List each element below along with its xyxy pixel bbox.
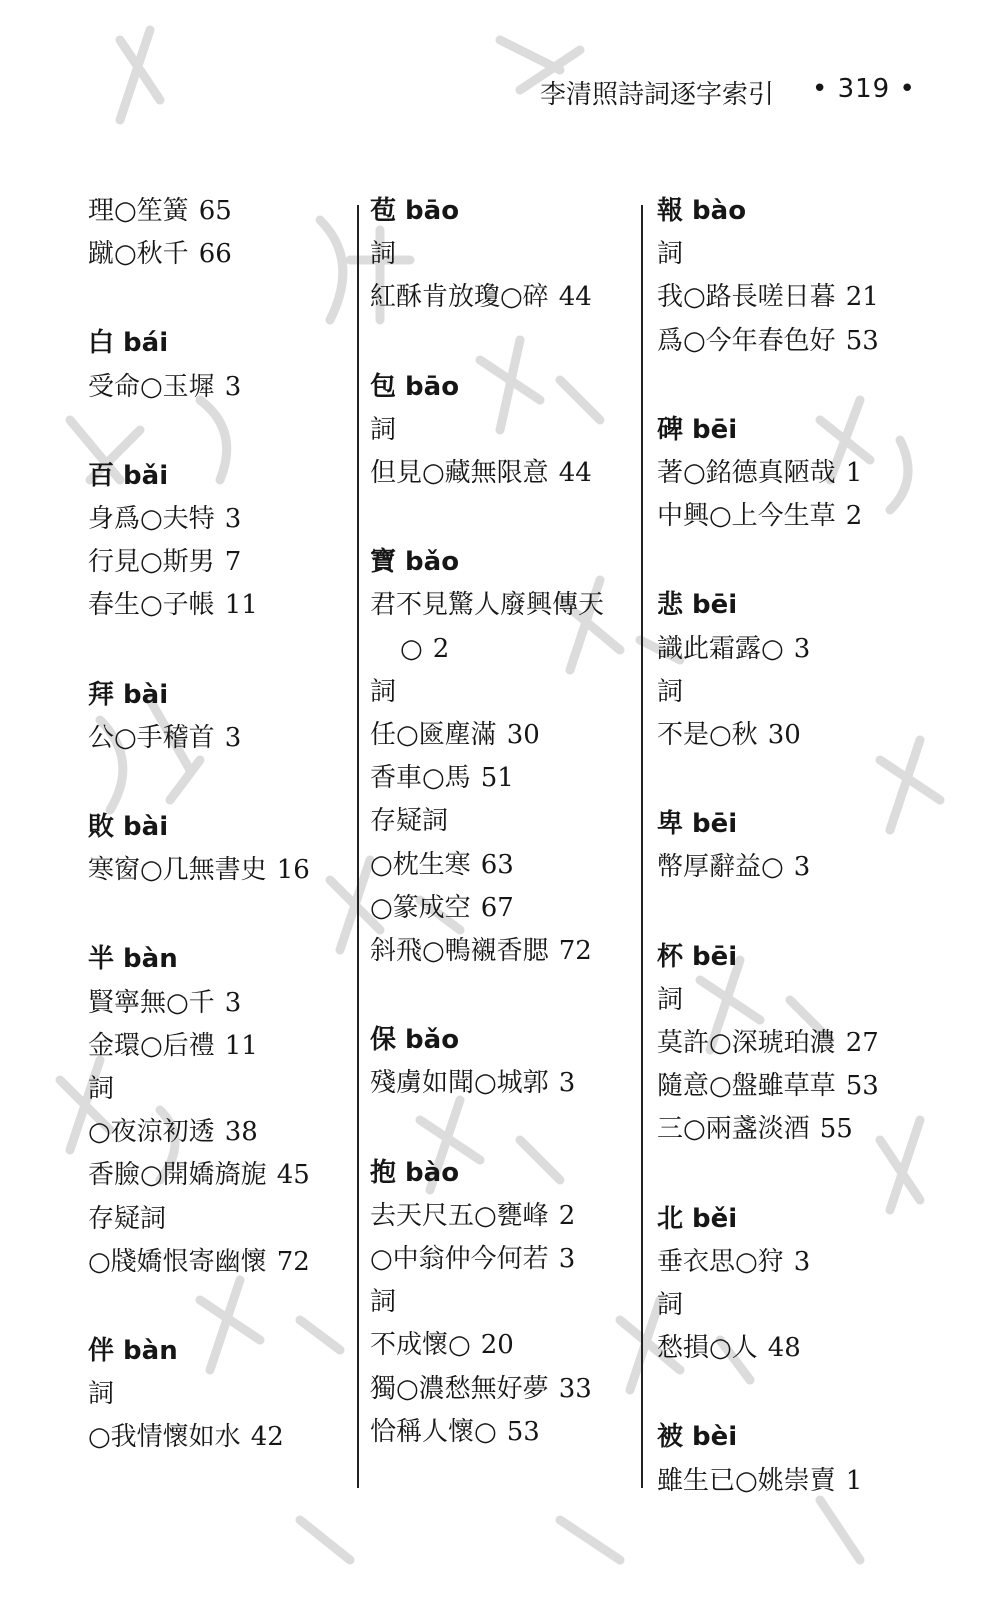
page-reference: 3 [224, 987, 242, 1018]
page-reference: 1 [845, 458, 863, 488]
entry-text: 詞 [370, 239, 397, 270]
entry-text: ○ [400, 633, 423, 664]
index-entry [88, 503, 241, 535]
page-reference: 3 [793, 633, 811, 664]
entry-text: ○枕生寒 [370, 849, 471, 880]
page-reference: 3 [793, 852, 811, 883]
entry-text: 任○匳塵滿 [370, 720, 497, 750]
entry-text: 獨○濃愁無好夢 [370, 1373, 549, 1404]
entry-text: 愁損○人 [657, 1333, 758, 1364]
entry-text: 殘虜如聞○城郭 [370, 1068, 549, 1099]
index-entry [370, 892, 514, 924]
index-entry [88, 371, 241, 403]
column-divider [641, 205, 643, 1488]
page-reference: 27 [845, 1028, 879, 1058]
index-entry [370, 457, 592, 489]
entry-text: 雖生已○姚崇賣 [657, 1465, 836, 1496]
index-entry [657, 1113, 853, 1145]
entry-text: 中興○上今生草 [657, 501, 836, 532]
entry-text: 賢寧無○千 [88, 987, 215, 1018]
entry-text: 紅酥肯放瓊○碎 [370, 282, 549, 313]
entry-text: ○中翁仲今何若 [370, 1244, 549, 1274]
entry-text: 身爲○夫特 [88, 504, 215, 534]
page-reference: 51 [480, 763, 514, 794]
entry-text: 金環○后禮 [88, 1030, 215, 1061]
index-entry [88, 195, 232, 227]
headword [657, 589, 737, 621]
index-entry [370, 849, 514, 881]
index-entry [657, 281, 879, 313]
entry-text: 詞 [88, 1379, 115, 1410]
headword [657, 414, 737, 446]
page-reference: 3 [224, 371, 242, 402]
page-reference: 16 [276, 855, 310, 886]
page-reference: 38 [224, 1117, 258, 1148]
headword-text: 包 bāo [370, 371, 460, 402]
page-reference: 20 [480, 1330, 514, 1361]
index-entry [88, 1246, 310, 1278]
headword-text: 百 bǎi [88, 460, 169, 491]
section-label [657, 238, 683, 270]
headword-text: 寶 bǎo [370, 547, 460, 578]
entry-text: 詞 [370, 676, 397, 707]
page-reference: 53 [845, 1071, 879, 1102]
index-entry [370, 1067, 575, 1099]
headword-text: 保 bǎo [370, 1025, 460, 1056]
entry-text: 隨意○盤雖草草 [657, 1071, 836, 1102]
index-entry [400, 633, 449, 665]
index-entry [370, 1416, 540, 1448]
page-reference: 2 [432, 633, 450, 664]
page-reference: 1 [845, 1465, 863, 1496]
headword-text: 敗 bài [88, 812, 169, 842]
headword [657, 195, 746, 227]
entry-text: 三○兩盞淡酒 [657, 1114, 810, 1145]
index-entry [657, 1027, 879, 1059]
page-reference: 63 [480, 849, 514, 880]
page-reference: 44 [558, 458, 592, 488]
page-number: • 319 • [812, 74, 916, 104]
section-label [88, 1073, 114, 1105]
index-entry [88, 238, 232, 270]
headword [88, 943, 178, 975]
index-entry [88, 1030, 258, 1062]
page-reference: 3 [224, 722, 242, 753]
entry-text: 著○銘德真陋哉 [657, 458, 836, 488]
section-label [370, 238, 396, 270]
headword-text: 碑 bēi [657, 414, 738, 445]
index-entry [370, 762, 514, 794]
headword [370, 195, 459, 227]
section-label [88, 1378, 114, 1410]
page-reference: 2 [558, 1200, 576, 1231]
headword-text: 抱 bào [370, 1157, 460, 1188]
entry-text: 詞 [657, 984, 684, 1015]
entry-text: 詞 [370, 1287, 397, 1318]
page-reference: 65 [198, 196, 232, 226]
headword-text: 苞 bāo [370, 196, 460, 226]
headword-text: 半 bàn [88, 944, 178, 975]
index-entry [657, 851, 810, 883]
index-entry [370, 1329, 514, 1361]
entry-text: 爲○今年春色好 [657, 325, 836, 356]
page-reference: 11 [224, 590, 258, 621]
page-reference: 53 [845, 325, 879, 356]
page-reference: 67 [480, 892, 514, 923]
headword [88, 460, 168, 492]
page-reference: 72 [558, 936, 592, 966]
entry-text: 去天尺五○甕峰 [370, 1200, 549, 1231]
headword [88, 1335, 178, 1367]
index-entry [370, 935, 592, 967]
page-reference: 33 [558, 1373, 592, 1404]
index-entry [657, 1465, 862, 1497]
headword [370, 371, 459, 403]
headword [657, 941, 737, 973]
index-entry [370, 1200, 575, 1232]
headword [370, 546, 459, 578]
entry-text: ○夜涼初透 [88, 1117, 215, 1148]
index-entry [657, 457, 862, 489]
entry-text: 不成懷○ [370, 1330, 471, 1361]
entry-text: 公○手稽首 [88, 722, 215, 753]
page-reference: 72 [276, 1246, 310, 1277]
page-reference: 55 [819, 1114, 853, 1145]
page-reference: 44 [558, 282, 592, 313]
index-entry [88, 1159, 310, 1191]
headword-text: 北 běi [657, 1203, 738, 1234]
page-reference: 7 [224, 547, 242, 578]
headword-text: 悲 bēi [657, 590, 738, 621]
index-entry [88, 589, 258, 621]
index-entry [88, 1116, 258, 1148]
index-column-1 [88, 195, 358, 1495]
index-entry [370, 1243, 575, 1275]
page-reference: 3 [224, 504, 242, 534]
headword [657, 1421, 737, 1453]
section-label [657, 1289, 683, 1321]
headword-text: 卑 bēi [657, 809, 738, 840]
headword [88, 327, 168, 359]
headword [88, 811, 168, 843]
section-label [657, 984, 683, 1016]
index-entry [657, 719, 801, 751]
page-reference: 42 [250, 1422, 284, 1453]
page-reference: 21 [845, 282, 879, 313]
entry-text: 香車○馬 [370, 763, 471, 794]
section-label [657, 676, 683, 708]
entry-text: 詞 [88, 1074, 115, 1104]
headword [88, 679, 168, 711]
entry-text: 識此霜露○ [657, 633, 784, 664]
page-reference: 48 [767, 1333, 801, 1364]
page-reference: 11 [224, 1030, 258, 1061]
index-entry [370, 1373, 592, 1405]
entry-text: ○我情懷如水 [88, 1422, 241, 1453]
headword [370, 1157, 459, 1189]
page-header [540, 74, 940, 114]
headword-text: 拜 bài [88, 679, 169, 710]
section-label [370, 414, 396, 446]
index-entry [657, 1070, 879, 1102]
index-entry [370, 281, 592, 313]
index-entry [88, 546, 241, 578]
index-column-3 [657, 195, 927, 1495]
entry-text: 存疑詞 [88, 1203, 167, 1234]
index-entry [88, 722, 241, 754]
entry-text: 春生○子帳 [88, 590, 215, 621]
entry-text: 莫許○深琥珀濃 [657, 1028, 836, 1058]
section-label [370, 676, 396, 708]
entry-text: 詞 [657, 1290, 684, 1320]
page-reference: 66 [198, 239, 232, 270]
section-label [88, 1203, 166, 1235]
entry-text: ○牋嬌恨寄幽懷 [88, 1246, 267, 1277]
section-label [370, 1286, 396, 1318]
page-reference: 3 [558, 1068, 576, 1099]
headword-text: 報 bào [657, 196, 747, 226]
entry-text: 寒窗○几無書史 [88, 855, 267, 886]
page-reference: 3 [793, 1246, 811, 1277]
page-reference: 2 [845, 501, 863, 532]
entry-text: 不是○秋 [657, 720, 758, 750]
entry-text: 恰稱人懷○ [370, 1416, 497, 1447]
running-title: 李清照詩詞逐字索引 [540, 80, 775, 110]
page-reference: 30 [506, 720, 540, 750]
page-reference: 3 [558, 1244, 576, 1274]
entry-text: 蹴○秋千 [88, 239, 189, 270]
entry-text: 幣厚辭益○ [657, 852, 784, 883]
headword [657, 1203, 737, 1235]
index-entry [88, 1421, 284, 1453]
entry-text: 香臉○開嬌旖旎 [88, 1160, 267, 1191]
entry-text: 受命○玉墀 [88, 371, 215, 402]
entry-text: 存疑詞 [370, 806, 449, 837]
index-entry [657, 325, 879, 357]
headword-text: 伴 bàn [88, 1336, 178, 1366]
page-reference: 53 [506, 1416, 540, 1447]
entry-text: 垂衣思○狩 [657, 1246, 784, 1277]
headword-text: 白 bái [88, 328, 169, 359]
headword [370, 1024, 459, 1056]
page-reference: 45 [276, 1160, 310, 1191]
headword [657, 808, 737, 840]
index-entry [657, 633, 810, 665]
entry-text: 斜飛○鴨襯香腮 [370, 936, 549, 966]
entry-text: 理○笙簧 [88, 196, 189, 226]
index-entry [657, 500, 862, 532]
entry-text: 但見○藏無限意 [370, 458, 549, 488]
index-entry [370, 719, 540, 751]
page-reference: 30 [767, 720, 801, 750]
headword-text: 杯 bēi [657, 941, 738, 972]
headword-text: 被 bèi [657, 1422, 738, 1453]
index-entry [370, 589, 604, 621]
entry-text: 君不見驚人廢興傳天 [370, 590, 605, 621]
entry-text: 詞 [657, 239, 684, 270]
entry-text: 詞 [657, 676, 684, 707]
entry-text: ○篆成空 [370, 892, 471, 923]
entry-text: 我○路長嗟日暮 [657, 282, 836, 313]
index-entry [657, 1246, 810, 1278]
index-entry [657, 1332, 801, 1364]
index-entry [88, 854, 310, 886]
index-column-2 [370, 195, 640, 1495]
section-label [370, 805, 448, 837]
index-entry [88, 987, 241, 1019]
entry-text: 詞 [370, 414, 397, 445]
entry-text: 行見○斯男 [88, 547, 215, 578]
